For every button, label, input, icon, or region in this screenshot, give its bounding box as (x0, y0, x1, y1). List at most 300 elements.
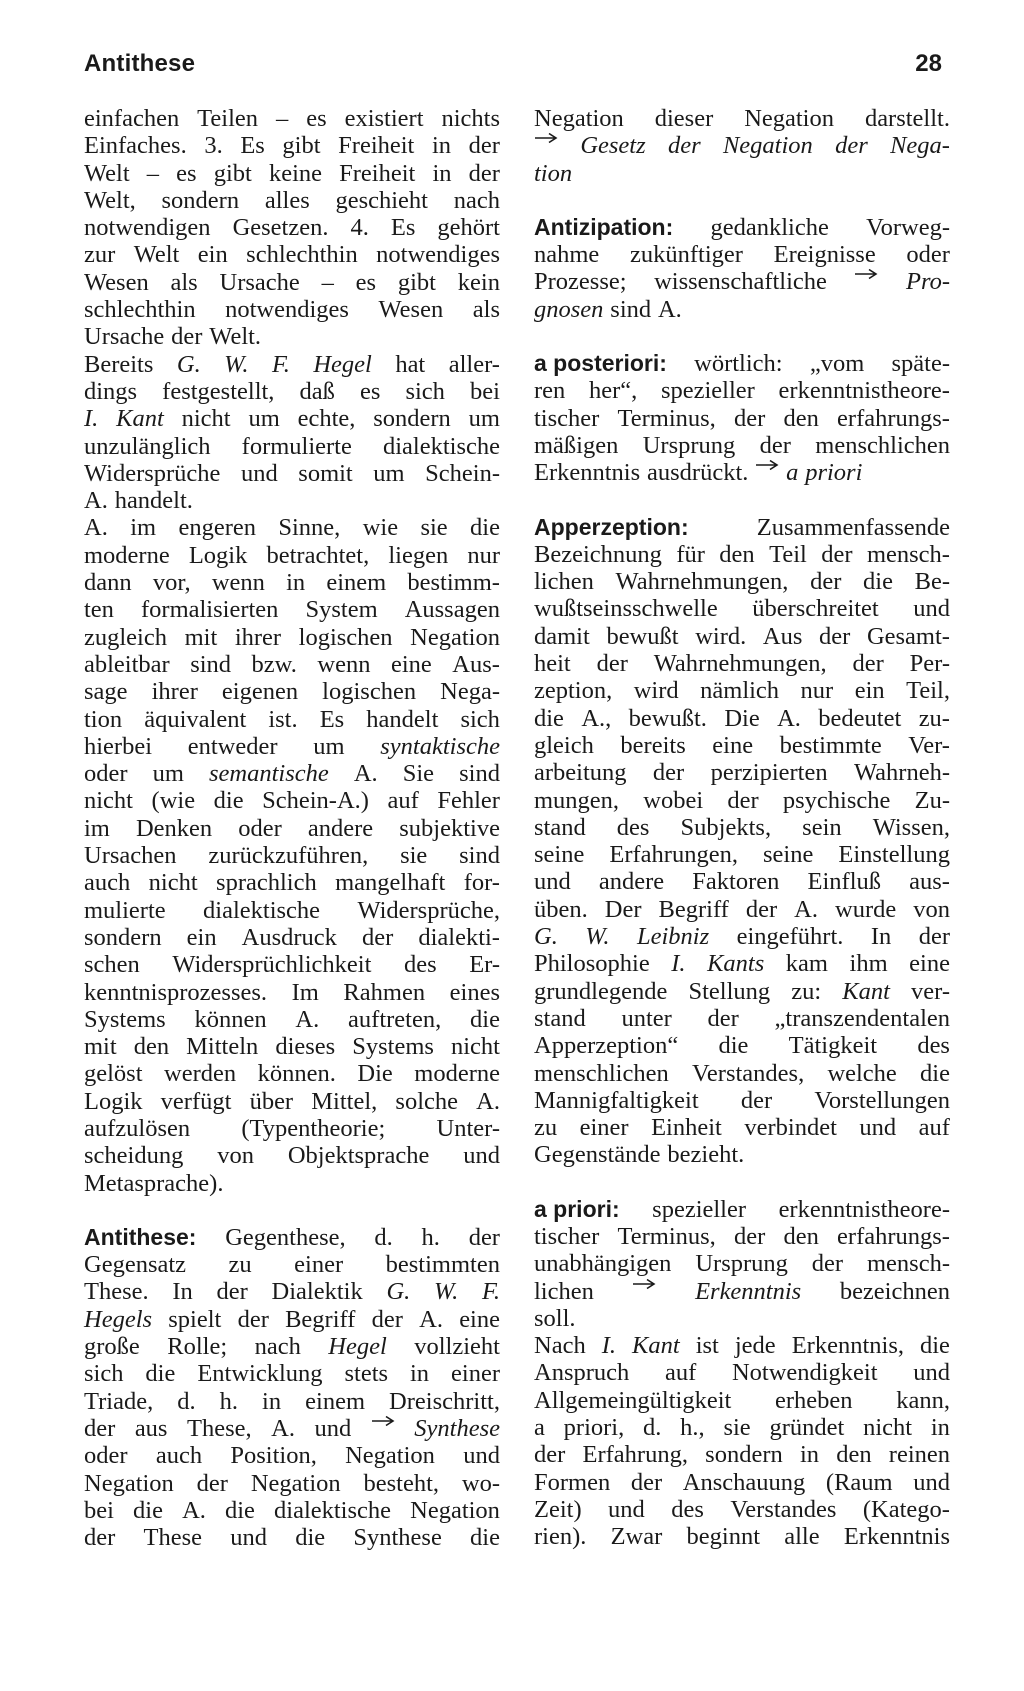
word: bewußt (606, 622, 679, 650)
word: sind (190, 650, 232, 678)
word: (Typentheorie; (241, 1114, 386, 1142)
word: der (237, 1305, 269, 1333)
word: schlechthin (84, 296, 196, 324)
word: eine (459, 1305, 500, 1333)
word: existiert (344, 105, 424, 132)
word: von (913, 895, 950, 923)
word: Systems (352, 1033, 434, 1061)
word: Wahrnehmungen, (615, 568, 789, 596)
word: Dialektik (271, 1278, 363, 1306)
word: der (652, 759, 685, 787)
word: A. (794, 895, 818, 923)
word: her“, (588, 377, 638, 405)
word: in (930, 1414, 950, 1442)
text-line (534, 1387, 950, 1414)
word: „transzendentalen (774, 1004, 950, 1032)
word: These, (187, 1414, 252, 1442)
word: tischer (534, 404, 600, 432)
word: Vorweg- (866, 213, 950, 241)
word: Ursprung (695, 1250, 788, 1278)
text-line (84, 269, 500, 296)
word: Erkenntnis, (791, 1332, 904, 1360)
text-line (84, 1088, 500, 1115)
word: beginnt (686, 1523, 761, 1551)
italic-word: der (835, 132, 868, 160)
word: gleich (534, 731, 594, 759)
italic-word: G. (176, 350, 201, 378)
word: Teil, (906, 677, 950, 705)
word: (Katego- (862, 1495, 950, 1523)
word: sie (420, 514, 448, 542)
word: notwendiges (376, 241, 500, 269)
word: vollzieht (414, 1333, 500, 1361)
word: und (240, 459, 278, 487)
word: Welt, (84, 186, 136, 214)
word: der (171, 323, 203, 351)
text-line (84, 1060, 500, 1087)
word: – (321, 268, 334, 296)
word: lichen (534, 1277, 594, 1305)
word: von (217, 1142, 254, 1170)
word: ist (695, 1332, 719, 1360)
word: logischen (322, 678, 417, 706)
word: Gesetzen. (232, 214, 329, 242)
word: mit (84, 1033, 117, 1061)
word: einem (326, 569, 387, 597)
text-line (534, 105, 950, 132)
word: gedankliche (710, 213, 829, 241)
word: Es (319, 705, 345, 733)
word: der (84, 1414, 116, 1442)
word: eine (712, 731, 754, 759)
word: vor, (152, 569, 191, 597)
paragraph (84, 351, 500, 515)
text-line (84, 651, 500, 678)
cross-reference-arrow-icon (371, 1415, 395, 1427)
word: wo- (461, 1469, 500, 1497)
paragraph (534, 514, 950, 1169)
word: nichts (441, 105, 500, 132)
word: des (917, 1032, 950, 1060)
text-line (84, 1006, 500, 1033)
word: auch (155, 1442, 203, 1470)
word: Die (357, 1060, 393, 1088)
word: nahme (534, 241, 600, 269)
word: A. (295, 1005, 320, 1033)
word: Einfaches. (84, 132, 187, 160)
text-line (84, 596, 500, 623)
word: h. (421, 1223, 440, 1251)
word: wissenschaftliche (654, 268, 827, 296)
word: Begriff (285, 1305, 356, 1333)
word: der (468, 1223, 500, 1251)
word: um (248, 405, 280, 433)
word: Aus- (452, 650, 500, 678)
word: perzipierten (710, 759, 828, 787)
word: aus (134, 1414, 168, 1442)
word: Die (724, 704, 760, 732)
text-line (534, 705, 950, 732)
word: wie (362, 514, 399, 542)
word: priori, (563, 1414, 625, 1442)
paragraph-gap (534, 187, 950, 214)
text-line (534, 214, 950, 241)
word: festgestellt, (162, 377, 275, 405)
word: der (468, 132, 500, 160)
word: in (410, 1360, 430, 1388)
word: und (859, 1114, 897, 1142)
word: einer (451, 1360, 500, 1388)
text-line (534, 1414, 950, 1441)
word: Nega- (440, 678, 500, 706)
word: Im (291, 978, 319, 1006)
italic-word: gnosen (534, 295, 604, 323)
word: Vorstellungen (814, 1086, 950, 1114)
word: der (852, 650, 884, 678)
word: Negation (744, 105, 834, 132)
word: Sinne, (278, 514, 341, 542)
word: die (718, 1032, 749, 1060)
word: sind (610, 295, 652, 323)
word: seine (762, 841, 814, 869)
text-line (534, 923, 950, 950)
paragraph (534, 1332, 950, 1550)
word: die (920, 1059, 950, 1087)
word: bei (84, 1496, 114, 1524)
text-line (84, 241, 500, 268)
word: erfahrungs- (837, 1222, 950, 1250)
word: tion (84, 705, 123, 733)
word: Einheit (651, 1114, 722, 1142)
word: überschreitet (752, 595, 879, 623)
word: nämlich (700, 677, 780, 705)
word: ausdrückt. (647, 459, 749, 487)
word: h., (680, 1414, 705, 1442)
word: Welt (84, 159, 130, 187)
paragraph (534, 350, 950, 486)
text-line (534, 350, 950, 377)
cross-reference-arrow-icon (854, 268, 878, 280)
word: der (918, 923, 950, 951)
word: Logik (188, 541, 248, 569)
word: notwendigen (84, 214, 211, 242)
word: aller- (448, 350, 500, 378)
text-line (84, 405, 500, 432)
word: wurde (835, 895, 897, 923)
italic-word: Synthese (414, 1414, 500, 1442)
word: es (355, 268, 377, 296)
word: Per- (909, 650, 950, 678)
word: Ver- (908, 731, 950, 759)
word: mulierte (84, 896, 166, 924)
word: darstellt. (864, 105, 950, 132)
word: ein (197, 241, 228, 269)
text-line (534, 1032, 950, 1059)
word: gibt (282, 132, 321, 160)
paragraph (84, 105, 500, 351)
word: nur (467, 541, 500, 569)
word: wörtlich: (694, 350, 783, 378)
page-number: 28 (915, 50, 942, 77)
word: Unter- (436, 1114, 500, 1142)
text-line (84, 1360, 500, 1387)
text-line (84, 1306, 500, 1333)
word: bestimm- (407, 569, 500, 597)
word: Gesamt- (866, 622, 950, 650)
text-line (84, 1251, 500, 1278)
word: kenntnisprozesses. (84, 978, 268, 1006)
word: a (534, 1414, 545, 1442)
word: schlechthin (246, 241, 358, 269)
word: dings (84, 377, 138, 405)
word: die (213, 787, 244, 815)
word: dialekti- (418, 923, 500, 951)
word: reinen (888, 1441, 950, 1469)
word: A. (777, 704, 801, 732)
italic-word: I. (601, 1332, 617, 1360)
text-line (534, 296, 950, 323)
paragraph-gap (84, 1197, 500, 1224)
text-line (534, 268, 950, 295)
word: lichen (534, 568, 594, 596)
word: System (305, 596, 378, 624)
paragraph (534, 105, 950, 187)
word: der (707, 1004, 739, 1032)
word: ten (84, 596, 114, 624)
entry-term: Apperzeption: (534, 513, 689, 540)
text-line (84, 378, 500, 405)
text-line (84, 678, 500, 705)
word: Nach (534, 1332, 586, 1360)
word: sich (405, 377, 445, 405)
word: spezieller (660, 377, 755, 405)
word: nicht (181, 405, 231, 433)
word: die (470, 514, 500, 542)
word: liegen (388, 541, 449, 569)
word: Erkenntnis (534, 459, 641, 487)
word: h. (219, 1387, 239, 1415)
text-line (534, 978, 950, 1005)
word: sie (723, 1414, 751, 1442)
italic-word: syntaktische (380, 732, 500, 760)
text-line (84, 979, 500, 1006)
word: In (870, 923, 892, 951)
paragraph-gap (534, 487, 950, 514)
text-line (534, 241, 950, 268)
word: gelöst (84, 1060, 143, 1088)
word: Zwar (610, 1523, 663, 1551)
word: im (130, 514, 157, 542)
text-line (84, 733, 500, 760)
word: bestimmte (779, 731, 882, 759)
word: handelt (366, 705, 439, 733)
word: Einstellung (838, 841, 950, 869)
word: auf (918, 1114, 950, 1142)
text-line (84, 1442, 500, 1469)
word: Philosophie (534, 950, 650, 978)
word: Prozesse; (534, 268, 627, 296)
word: ein (854, 677, 885, 705)
word: zeption, (534, 677, 613, 705)
paragraph-gap (534, 323, 950, 350)
word: ver- (911, 977, 950, 1005)
word: zu (534, 1114, 558, 1142)
word: Verstandes (730, 1495, 837, 1523)
word: betrachtet, (266, 541, 370, 569)
word: mangelhaft (335, 869, 446, 897)
word: mäßigen (534, 431, 619, 459)
word: These. (84, 1278, 149, 1306)
word: Gegenstände (534, 1141, 661, 1169)
text-line (84, 132, 500, 159)
text-line (534, 595, 950, 622)
word: Allgemeingültigkeit (534, 1386, 732, 1414)
word: Negation (534, 105, 624, 132)
word: den (783, 1222, 819, 1250)
word: formulierte (241, 432, 352, 460)
text-line (84, 323, 500, 350)
text-line (84, 105, 500, 132)
word: und (463, 1442, 500, 1470)
word: der (734, 1222, 766, 1250)
word: auf (387, 787, 419, 815)
text-line (534, 841, 950, 868)
word: mensch- (867, 1250, 950, 1278)
text-line (84, 160, 500, 187)
word: erheben (775, 1386, 853, 1414)
word: dialektische (382, 432, 500, 460)
cross-reference-arrow-icon (755, 459, 779, 471)
word: dann (84, 569, 132, 597)
word: die (145, 1360, 176, 1388)
word: geschieht (335, 186, 428, 214)
word: einer (294, 1251, 344, 1279)
word: Objektsprache (287, 1142, 430, 1170)
word: sage (84, 678, 128, 706)
word: zu (228, 1251, 252, 1279)
word: der (84, 1524, 116, 1552)
text-line (84, 1115, 500, 1142)
word: d. (177, 1387, 196, 1415)
word: und (608, 1495, 645, 1523)
word: tischer (534, 1222, 600, 1250)
text-line (84, 1333, 500, 1360)
word: auf (664, 1359, 697, 1387)
italic-word: Negation (722, 132, 813, 160)
word: besteht, (363, 1469, 440, 1497)
page-header (84, 50, 942, 90)
word: rien). (534, 1523, 587, 1551)
word: auch (84, 869, 131, 897)
word: und (913, 1359, 950, 1387)
text-line (84, 1470, 500, 1497)
word: einer (579, 1114, 629, 1142)
word: – (146, 159, 160, 187)
word: die (920, 1332, 950, 1360)
word: Aussagen (404, 596, 500, 624)
word: Ursache (219, 268, 300, 296)
word: die (295, 1524, 326, 1552)
word: handelt. (114, 487, 193, 515)
text-line (534, 459, 950, 486)
word: sondern (161, 186, 240, 214)
word: wenn (211, 569, 265, 597)
word: Schein-A.) (262, 787, 369, 815)
word: Anschauung (682, 1468, 806, 1496)
word: oder (84, 1442, 128, 1470)
word: kein (457, 268, 500, 296)
word: ihrer (234, 623, 282, 651)
word: mungen, (534, 786, 620, 814)
word: der (740, 1086, 773, 1114)
word: Begriff (658, 895, 729, 923)
word: Negation (84, 1469, 174, 1497)
word: und (230, 1524, 267, 1552)
word: hierbei (84, 732, 153, 760)
text-line (534, 160, 950, 187)
word: stets (344, 1360, 389, 1388)
word: nicht (450, 1033, 500, 1061)
word: sie (400, 842, 428, 870)
word: Denken (135, 814, 213, 842)
word: der (630, 1468, 663, 1496)
word: der (371, 1305, 403, 1333)
word: um (373, 459, 405, 487)
italic-word: Erkenntnis (695, 1277, 802, 1305)
paragraph (84, 1224, 500, 1552)
word: Welt (133, 241, 180, 269)
word: These (143, 1524, 203, 1552)
word: aufzulösen (84, 1114, 191, 1142)
text-line (534, 732, 950, 759)
word: über (249, 1087, 294, 1115)
text-line (534, 1005, 950, 1032)
text-line (84, 897, 500, 924)
word: um (468, 405, 500, 433)
word: A., (581, 704, 612, 732)
text-line (534, 432, 950, 459)
word: und (463, 1142, 500, 1170)
word: die (224, 1496, 255, 1524)
text-line (84, 1224, 500, 1251)
text-line (84, 1497, 500, 1524)
text-line (534, 1087, 950, 1114)
word: Erkenntnis (843, 1523, 950, 1551)
word: Er- (469, 951, 500, 979)
word: Erfahrungen, (609, 841, 738, 869)
word: um (313, 732, 345, 760)
word: A. (271, 1414, 295, 1442)
italic-word: F. (482, 1278, 500, 1306)
word: 3. (204, 132, 223, 160)
word: moderne (414, 1060, 500, 1088)
word: mensch- (866, 540, 950, 568)
word: arbeitung (534, 759, 627, 787)
text-line (534, 1278, 950, 1305)
word: Teilen (197, 105, 259, 132)
text-line (534, 377, 950, 404)
text-line (534, 1359, 950, 1386)
word: und (913, 595, 950, 623)
word: bewußt. (628, 704, 707, 732)
word: Bereits (84, 350, 154, 378)
text-line (534, 814, 950, 841)
word: oder (84, 760, 128, 788)
word: andere (598, 868, 665, 896)
word: oder (238, 814, 282, 842)
word: ist. (268, 705, 298, 733)
word: Welt. (209, 323, 262, 351)
